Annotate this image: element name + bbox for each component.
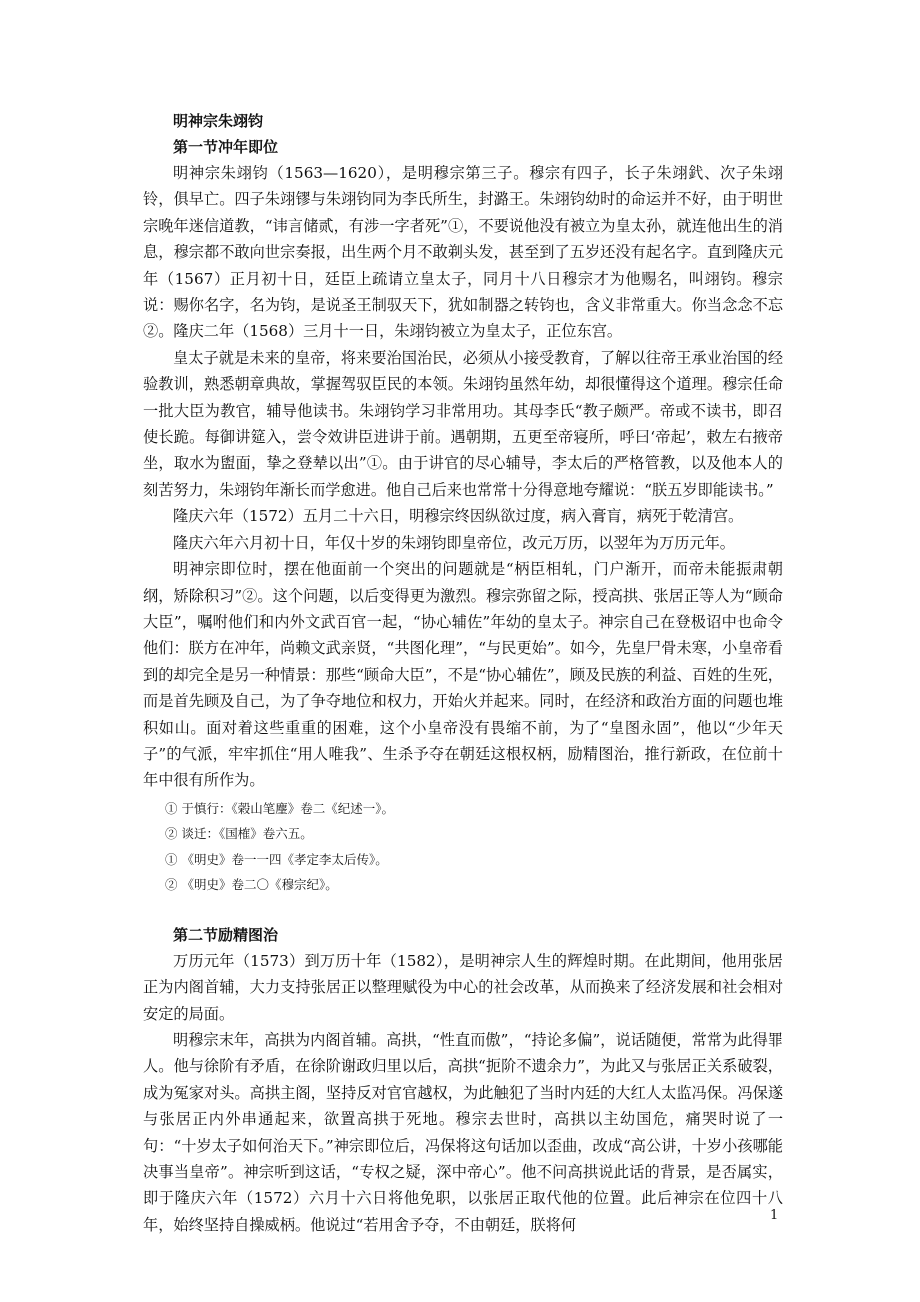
paragraph: 隆庆六年（1572）五月二十六日，明穆宗终因纵欲过度，病入膏肓，病死于乾清宫。: [173, 507, 744, 526]
section-1-heading: 第一节冲年即位: [173, 138, 279, 156]
paragraph: 万历元年（1573）到万历十年（1582），是明神宗人生的辉煌时期。在此期间，他用张居正为内阁首辅，大力支持张居正以整理赋役为中心的社会改革，从而换来了经济发展和社会相对安定的局面。: [143, 951, 783, 1023]
document-body: [143, 108, 783, 1238]
footnote: ② 谈迁：《国榷》卷六五。: [165, 826, 313, 842]
footnote: ① 《明史》卷一一四《孝定李太后传》。: [165, 851, 388, 867]
page-number: 1: [770, 1208, 779, 1223]
section-2-heading: 第二节励精图治: [173, 925, 279, 944]
section-spacer: [143, 898, 783, 922]
chapter-title: 明神宗朱翊钧: [173, 112, 264, 130]
paragraph: 皇太子就是未来的皇帝，将来要治国治民，必须从小接受教育，了解以往帝王承业治国的经验教训，熟悉朝章典故，掌握驾驭臣民的本领。朱翊钧虽然年幼，却很懂得这个道理。穆宗任命一批大臣为教官，辅导他读书。朱翊钧学习非常用功。其母李氏“教子颇严。帝或不读书，即召使长跪。每御讲筵入，尝令效讲臣进讲于前。遇朝期，五更至帝寝所，呼曰‘帝起’，敕左右掖帝坐，取水为盥面，挚之登辇以出”①。由于讲官的尽心辅导，李太后的严格管教，以及他本人的刻苦努力，朱翊钧年渐长而学愈进。他自己后来也常常十分得意地夸耀说：“朕五岁即能读书。”: [143, 348, 783, 499]
footnote: ① 于慎行：《榖山笔麈》卷二《纪述一》。: [165, 800, 394, 816]
paragraph: 明神宗即位时，摆在他面前一个突出的问题就是“柄臣相轧，门户渐开，而帝未能振肃朝纲，矫除积习”②。这个问题，以后变得更为激烈。穆宗弥留之际，授高拱、张居正等人为“顾命大臣”，嘱咐他们和内外文武百官一起，“协心辅佐”年幼的皇太子。神宗自己在登极诏中也命令他们：朕方在冲年，尚赖文武亲贤，“共图化理”，“与民更始”。如今，先皇尸骨未寒，小皇帝看到的却完全是另一种情景：那些“顾命大臣”，不是“协心辅佐”，顾及民族的利益、百姓的生死，而是首先顾及自己，为了争夺地位和权力，开始火并起来。同时，在经济和政治方面的问题也堆积如山。面对着这些重重的困难，这个小皇帝没有畏缩不前，为了“皇图永固”，他以“少年天子”的气派，牢牢抓住“用人唯我”、生杀予夺在朝廷这根权柄，励精图治，推行新政，在位前十年中很有所作为。: [143, 560, 783, 790]
paragraph: 明神宗朱翊钧（1563—1620），是明穆宗第三子。穆宗有四子，长子朱翊釴、次子朱翊铃，俱早亡。四子朱翊镠与朱翊钧同为李氏所生，封潞王。朱翊钧幼时的命运并不好，由于明世宗晚年迷信道教，“讳言储贰，有涉一字者死”①，不要说他没有被立为皇太孙，就连他出生的消息，穆宗都不敢向世宗奏报，出生两个月不敢剃头发，甚至到了五岁还没有起名字。直到隆庆元年（1567）正月初十日，廷臣上疏请立皇太子，同月十八日穆宗才为他赐名，叫翊钧。穆宗说：赐你名字，名为钧，是说圣王制驭天下，犹如制器之转钧也，含义非常重大。你当念念不忘②。隆庆二年（1568）三月十一日，朱翊钧被立为皇太子，正位东宫。: [143, 164, 783, 341]
footnotes: [143, 796, 783, 898]
footnote: ② 《明史》卷二〇《穆宗纪》。: [165, 877, 338, 893]
paragraph: 明穆宗末年，高拱为内阁首辅。高拱，“性直而傲”，“持论多偏”，说话随便，常常为此得罪人。他与徐阶有矛盾，在徐阶谢政归里以后，高拱“扼阶不遗余力”，为此又与张居正关系破裂，成为冤家对头。高拱主阁，坚持反对官官越权，为此触犯了当时内廷的大红人太监冯保。冯保遂与张居正内外串通起来，欲置高拱于死地。穆宗去世时，高拱以主幼国危，痛哭时说了一句：“十岁太子如何治天下。”神宗即位后，冯保将这句话加以歪曲，改成“高公讲，十岁小孩哪能决事当皇帝”。神宗听到这话，“专权之疑，深中帝心”。他不问高拱说此话的背景，是否属实，即于隆庆六年（1572）六月十六日将他免职，以张居正取代他的位置。此后神宗在位四十八年，始终坚持自操威柄。他说过“若用舍予夺，不由朝廷，朕将何: [143, 1030, 783, 1234]
paragraph: 隆庆六年六月初十日，年仅十岁的朱翊钧即皇帝位，改元万历，以翌年为万历元年。: [173, 533, 735, 552]
